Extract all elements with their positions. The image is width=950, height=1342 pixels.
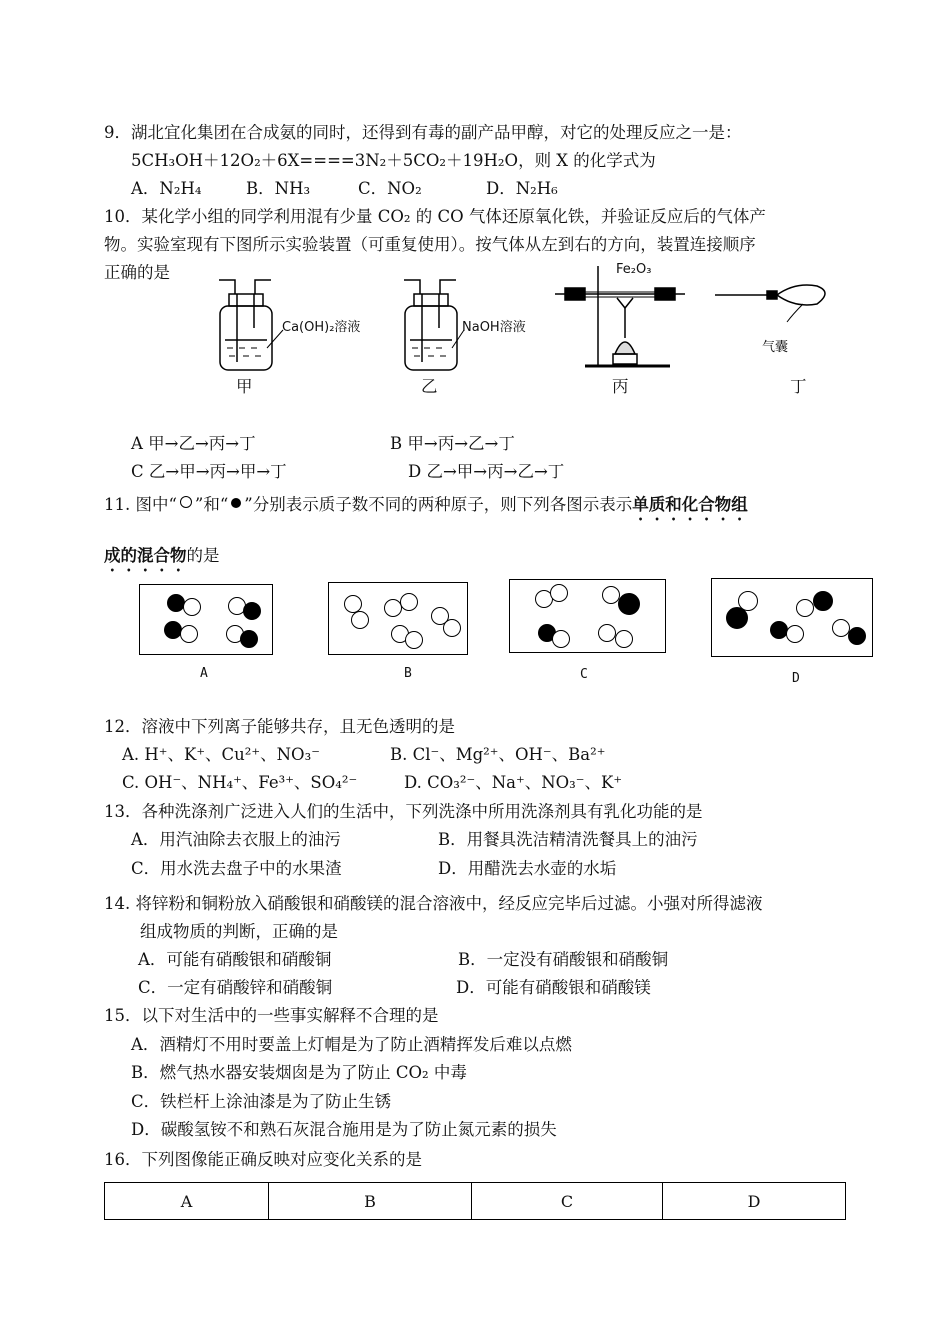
apparatus-caption-ding: 丁	[790, 377, 807, 396]
diagram-box-c	[509, 579, 666, 653]
table-header-a: A	[105, 1183, 269, 1220]
q9-option-a: A．N₂H₄	[131, 179, 202, 198]
q10-line1: 10．某化学小组的同学利用混有少量 CO₂ 的 CO 气体还原氧化铁，并验证反应后的气体产	[104, 207, 766, 226]
q16-table	[104, 1182, 846, 1220]
apparatus-caption-yi: 乙	[421, 377, 438, 396]
q15-stem: 15．以下对生活中的一些事实解释不合理的是	[104, 1006, 439, 1025]
table-header-c: C	[472, 1183, 663, 1220]
q9-option-c: C．NO₂	[358, 179, 422, 198]
diagram-box-a	[139, 584, 273, 655]
q9-option-d: D．N₂H₆	[486, 179, 558, 198]
q11-stem-cont: 成的混合物的是	[104, 546, 220, 565]
q11-stem: 11. 图中“ ”和“ ”分别表示质子数不同的两种原子，则下列各图示表示单质和化合物组	[104, 495, 748, 514]
apparatus-label-gasbag: 气囊	[762, 340, 789, 355]
q14-option-c: C．一定有硝酸锌和硝酸铜	[138, 978, 333, 997]
diagram-caption-d: D	[792, 671, 800, 686]
q10-option-d: D 乙→甲→丙→乙→丁	[408, 462, 565, 481]
q15-option-c: C．铁栏杆上涂油漆是为了防止生锈	[131, 1092, 392, 1111]
q9-stem: 9．湖北宜化集团在合成氨的同时，还得到有毒的副产品甲醇，对它的处理反应之一是：	[104, 123, 742, 142]
tube-furnace-bing	[555, 266, 685, 366]
q15-option-d: D．碳酸氢铵不和熟石灰混合施用是为了防止氮元素的损失	[131, 1120, 557, 1139]
apparatus-caption-jia: 甲	[236, 377, 253, 396]
q14-option-b: B．一定没有硝酸银和硝酸铜	[458, 950, 669, 969]
table-row	[105, 1183, 846, 1220]
diagram-caption-c: C	[580, 667, 588, 682]
q13-option-a: A．用汽油除去衣服上的油污	[131, 830, 341, 849]
white-atom-icon	[180, 496, 192, 508]
q15-option-b: B．燃气热水器安装烟囱是为了防止 CO₂ 中毒	[131, 1063, 467, 1082]
q9-equation: 5CH₃OH＋12O₂＋6X====3N₂＋5CO₂＋19H₂O，则 X 的化学式为	[131, 151, 656, 170]
gas-bag-ding	[715, 285, 825, 322]
table-header-b: B	[269, 1183, 472, 1220]
q14-option-a: A．可能有硝酸银和硝酸铜	[138, 950, 332, 969]
q10-line2: 物。实验室现有下图所示实验装置（可重复使用）。按气体从左到右的方向，装置连接顺序	[104, 235, 756, 254]
apparatus-label-fe2o3: Fe₂O₃	[616, 262, 652, 277]
apparatus-label-naoh: NaOH溶液	[462, 320, 526, 335]
q13-option-d: D．用醋洗去水壶的水垢	[438, 859, 617, 878]
table-header-d: D	[663, 1183, 846, 1220]
q14-line2: 组成物质的判断，正确的是	[140, 922, 338, 941]
q13-stem: 13．各种洗涤剂广泛进入人们的生活中，下列洗涤中所用洗涤剂具有乳化功能的是	[104, 802, 703, 821]
q15-option-a: A．酒精灯不用时要盖上灯帽是为了防止酒精挥发后难以点燃	[131, 1035, 572, 1054]
apparatus-caption-bing: 丙	[612, 377, 629, 396]
diagram-caption-a: A	[200, 666, 208, 681]
q14-line1: 14. 将锌粉和铜粉放入硝酸银和硝酸镁的混合溶液中，经反应完毕后过滤。小强对所得滤液	[104, 894, 763, 913]
q16-stem: 16．下列图像能正确反映对应变化关系的是	[104, 1150, 422, 1169]
q10-option-c: C 乙→甲→丙→甲→丁	[131, 462, 287, 481]
diagram-box-d	[711, 578, 873, 657]
black-atom-icon	[231, 498, 241, 508]
q10-option-a: A 甲→乙→丙→丁	[131, 434, 256, 453]
q13-option-c: C．用水洗去盘子中的水果渣	[131, 859, 342, 878]
diagram-box-b	[328, 582, 468, 655]
bottle-jia	[219, 280, 283, 370]
q12-option-b: B. Cl⁻、Mg²⁺、OH⁻、Ba²⁺	[390, 745, 606, 764]
diagram-caption-b: B	[404, 666, 412, 681]
q10-line3: 正确的是	[104, 263, 170, 282]
q9-option-b: B．NH₃	[246, 179, 311, 198]
q12-option-c: C. OH⁻、NH₄⁺、Fe³⁺、SO₄²⁻	[122, 773, 358, 792]
q10-option-b: B 甲→丙→乙→丁	[390, 434, 515, 453]
q13-option-b: B．用餐具洗洁精清洗餐具上的油污	[438, 830, 698, 849]
q14-option-d: D．可能有硝酸银和硝酸镁	[456, 978, 651, 997]
q12-option-d: D. CO₃²⁻、Na⁺、NO₃⁻、K⁺	[404, 773, 623, 792]
bottle-yi	[404, 280, 464, 370]
q12-option-a: A. H⁺、K⁺、Cu²⁺、NO₃⁻	[122, 745, 320, 764]
q12-stem: 12．溶液中下列离子能够共存，且无色透明的是	[104, 717, 455, 736]
apparatus-label-caoh2: Ca(OH)₂溶液	[282, 320, 361, 335]
